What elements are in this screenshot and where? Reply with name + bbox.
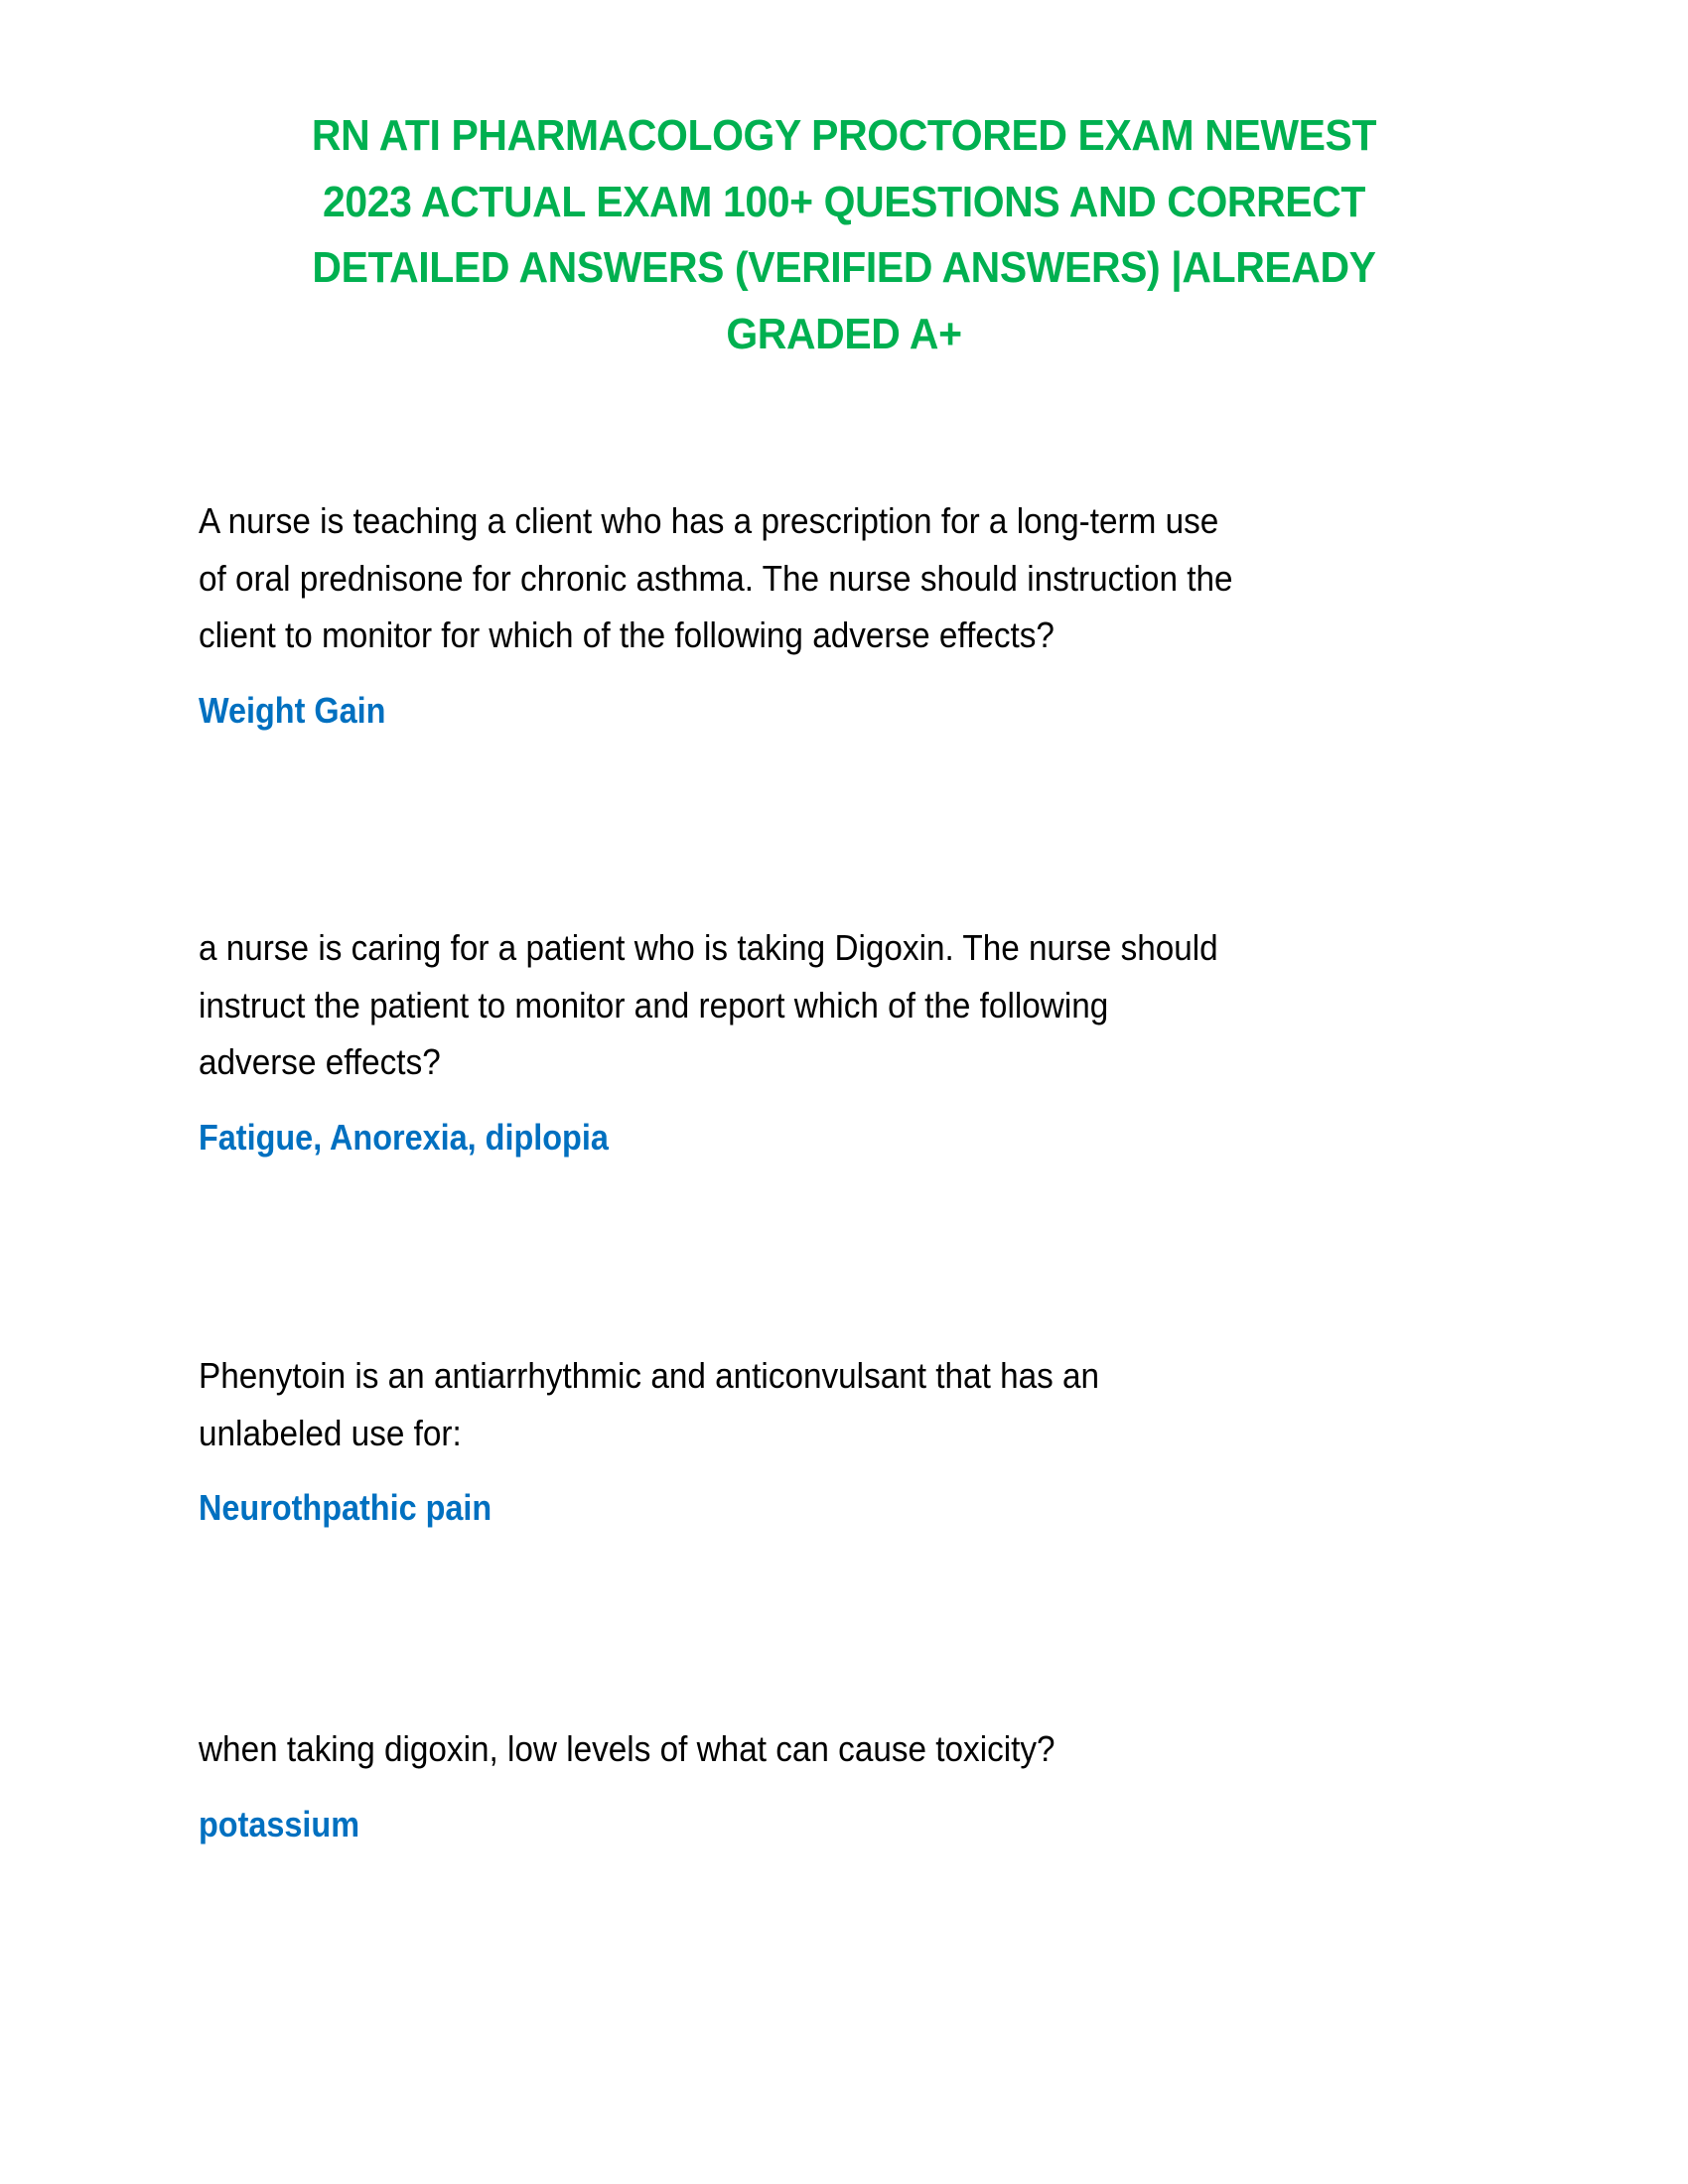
question-text (199, 1347, 1393, 1461)
title-line-3: DETAILED ANSWERS (VERIFIED ANSWERS) |ALREADY (312, 243, 1376, 292)
title-line-4: GRADED A+ (726, 309, 962, 358)
answer-text: Fatigue, Anorexia, diplopia (199, 1116, 609, 1158)
qa-item-4 (199, 1720, 1489, 1849)
title-line-2: 2023 ACTUAL EXAM 100+ QUESTIONS AND CORRECT (322, 177, 1366, 226)
answer-text: Weight Gain (199, 689, 386, 731)
question-line: A nurse is teaching a client who has a prescription for a long-term use (199, 500, 1219, 541)
question-line: client to monitor for which of the following adverse effects? (199, 614, 1055, 655)
question-line: when taking digoxin, low levels of what can cause toxicity? (199, 1728, 1055, 1769)
question-text (199, 1720, 1393, 1778)
question-line: a nurse is caring for a patient who is taking Digoxin. The nurse should (199, 927, 1218, 968)
answer-text: Neurothpathic pain (199, 1487, 492, 1528)
question-line: Phenytoin is an antiarrhythmic and anticonvulsant that has an (199, 1355, 1100, 1396)
question-text (199, 919, 1393, 1091)
question-line: instruct the patient to monitor and report which of the following (199, 984, 1109, 1025)
answer-text: potassium (199, 1803, 360, 1844)
title-line-1: RN ATI PHARMACOLOGY PROCTORED EXAM NEWEST (311, 111, 1377, 160)
question-text (199, 492, 1393, 664)
qa-item-1 (199, 492, 1489, 736)
qa-item-3 (199, 1347, 1489, 1533)
qa-item-2 (199, 919, 1489, 1162)
question-line: unlabeled use for: (199, 1412, 462, 1453)
document-title (244, 103, 1445, 367)
question-line: adverse effects? (199, 1041, 441, 1082)
question-line: of oral prednisone for chronic asthma. The nurse should instruction the (199, 557, 1233, 599)
